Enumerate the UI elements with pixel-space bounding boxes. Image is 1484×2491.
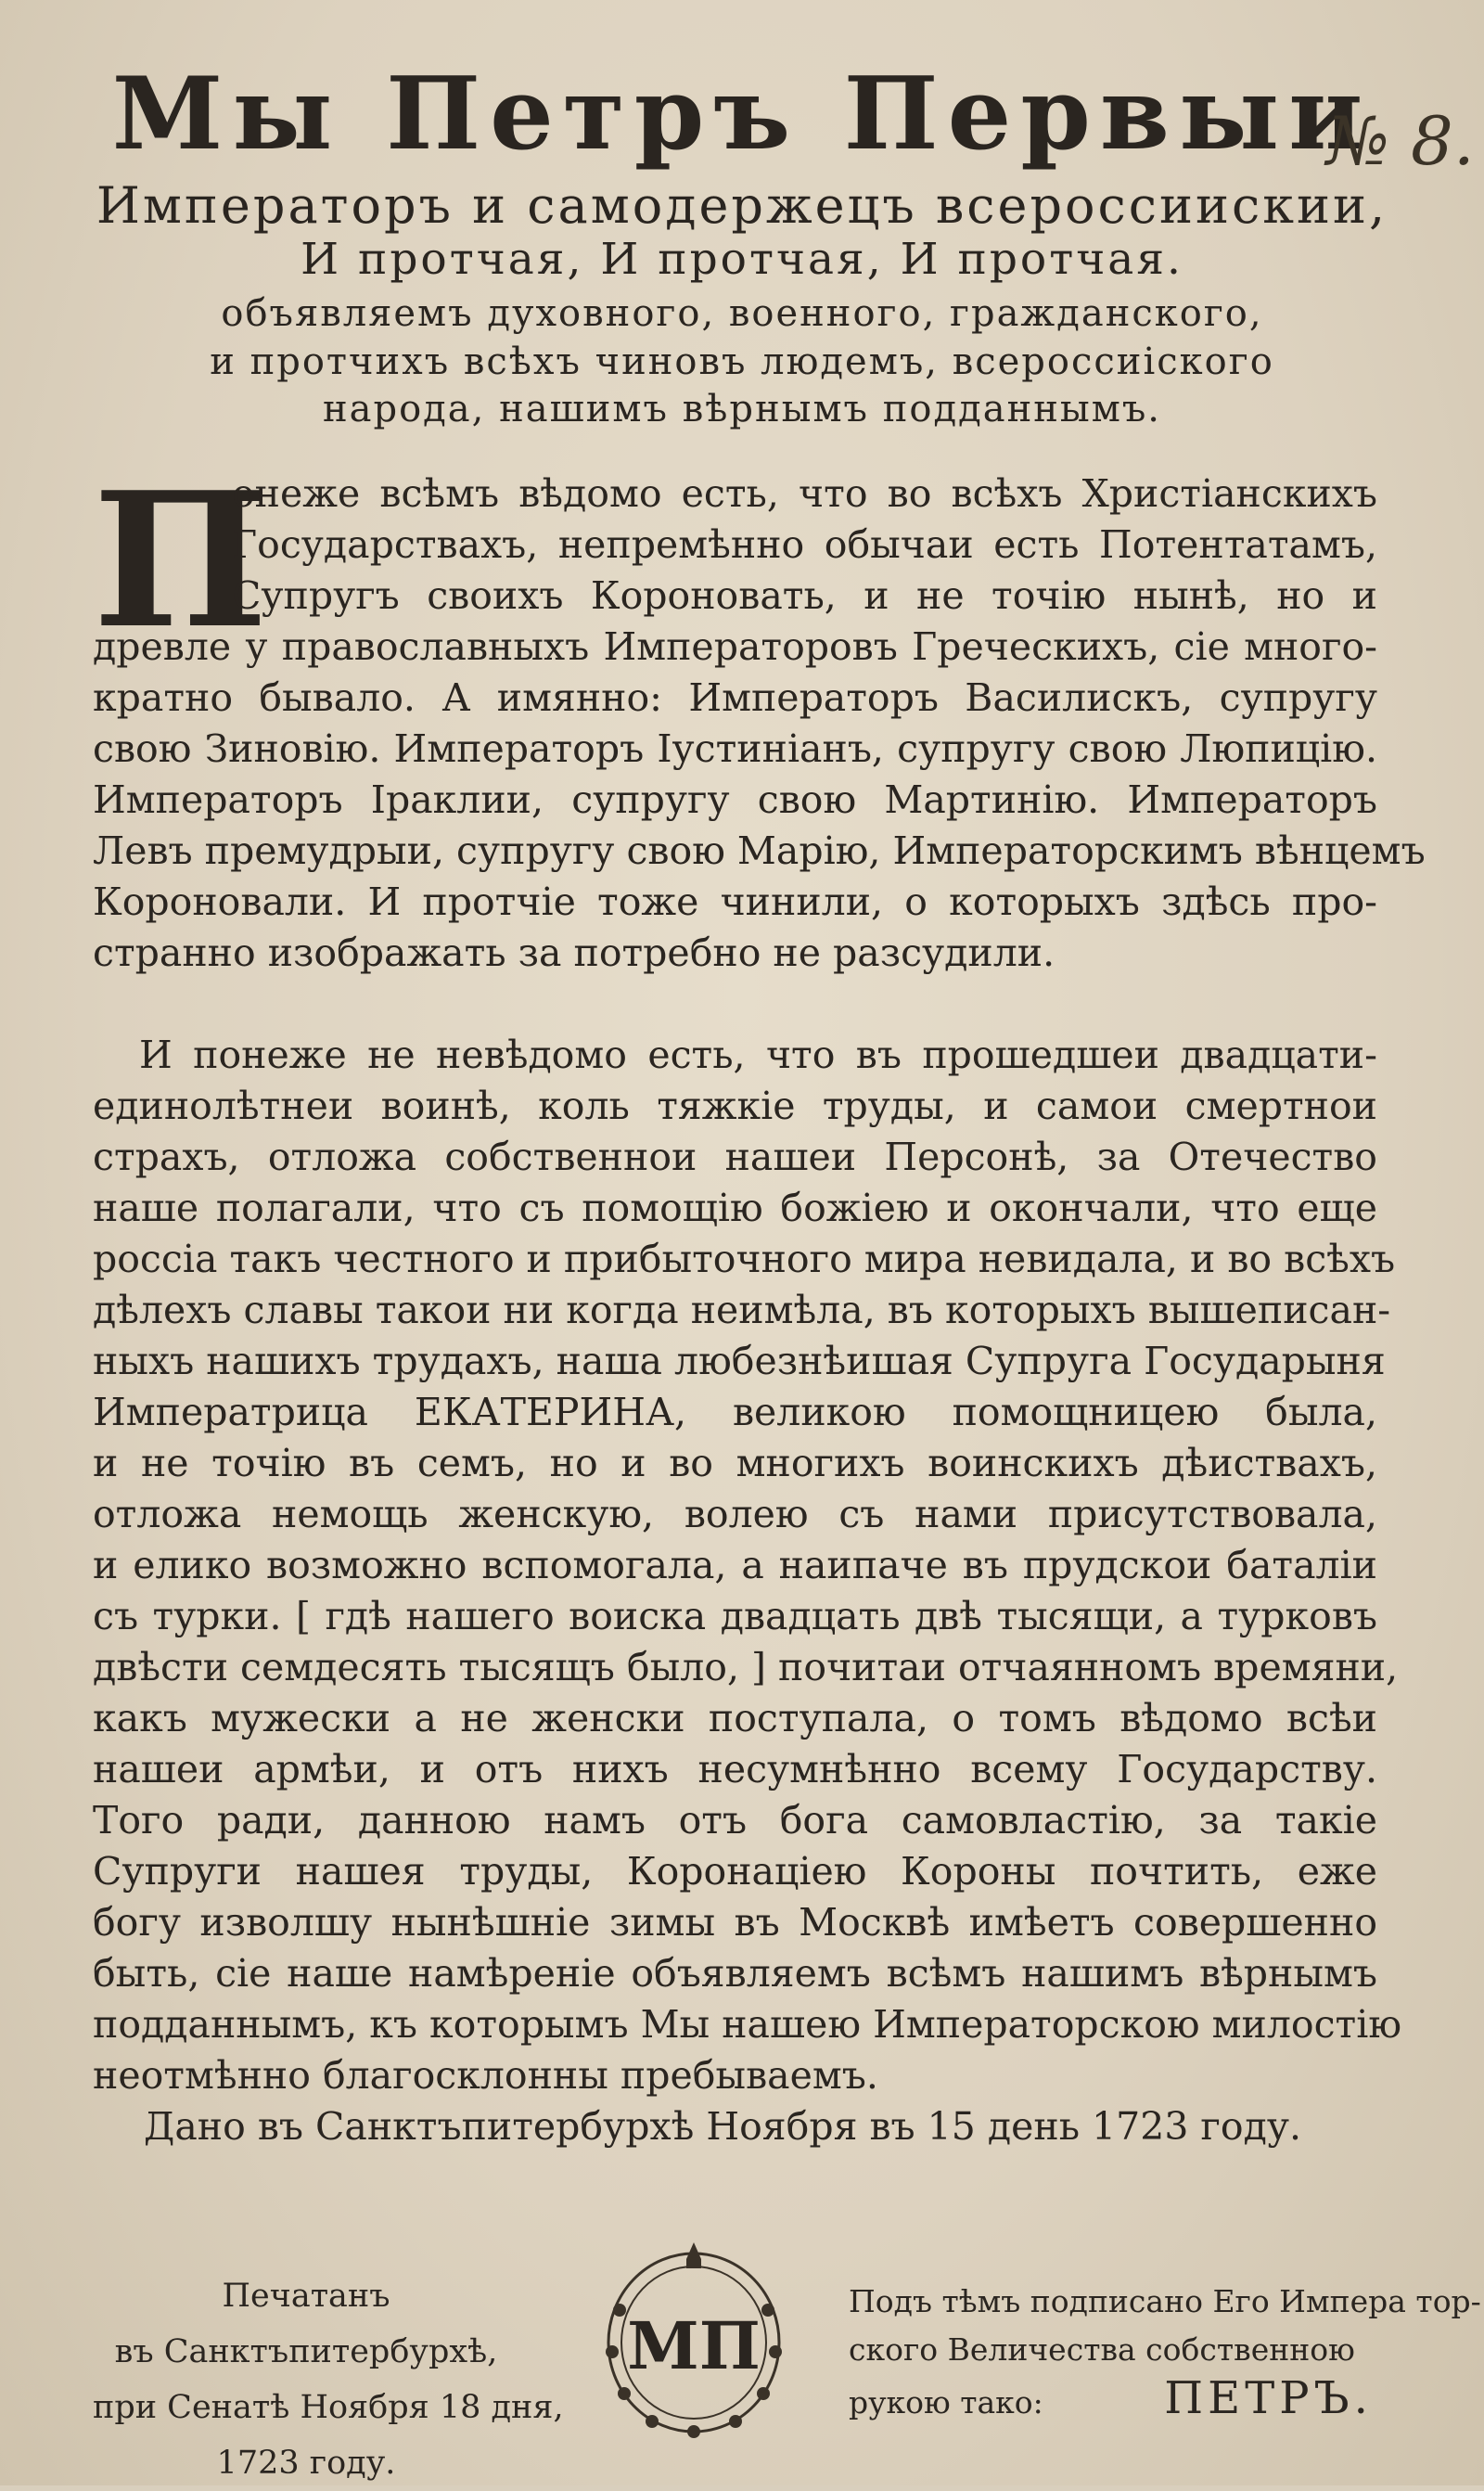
- text-line: единолѣтнеи воинѣ, коль тяжкiе труды, и самои смертнои: [93, 1084, 1377, 1128]
- drop-cap: П: [93, 452, 268, 670]
- text-line: россiа такъ честного и прибыточного мира невидала, и во всѣхъ: [93, 1237, 1396, 1281]
- text-line: съ турки. [ гдѣ нашего воиска двадцать двѣ тысящи, а турковъ: [93, 1594, 1377, 1638]
- text-line: Императрица ЕКАТЕРИНА, великою помощницею была,: [93, 1390, 1377, 1434]
- text-line: онеже всѣмъ вѣдомо есть, что во всѣхъ Христiанскихъ: [232, 471, 1377, 516]
- text-line: ныхъ нашихъ трудахъ, наша любезнѣишая Супруга Государыня: [93, 1339, 1386, 1383]
- text-line: неотмѣнно благосклонны пребываемъ.: [93, 2053, 878, 2098]
- text-line: Императоръ Iраклии, супругу свою Мартинiю. Императоръ: [93, 777, 1377, 822]
- header-line-1: Императоръ и самодержецъ всероссиискии,: [96, 176, 1388, 235]
- text-line: кратно бывало. А имянно: Императоръ Василискъ, супругу: [93, 675, 1377, 720]
- text-line: Короновали. И протчiе тоже чинили, о которыхъ здѣсь про-: [93, 880, 1377, 924]
- printing-line: при Сенатѣ Ноября 18 дня,: [93, 2389, 564, 2426]
- text-line: дѣлехъ славы такои ни когда неимѣла, въ которыхъ вышеписан-: [93, 1288, 1391, 1332]
- text-line: отложа немощь женскую, волею съ нами присутствовала,: [93, 1492, 1377, 1536]
- text-line: Супругъ своихъ Короновать, и не точiю нынѣ, но и: [232, 573, 1377, 618]
- signature: ПЕТРЪ.: [1164, 2372, 1373, 2424]
- text-line: богу изволшу нынѣшнiе зимы въ Москвѣ имѣетъ совершенно: [93, 1900, 1377, 1945]
- text-line: двѣсти семдесять тысящъ было, ] почитаи отчаянномъ времяни,: [93, 1645, 1399, 1689]
- printing-line: въ Санктъпитербурхѣ,: [114, 2333, 498, 2370]
- text-line: быть, сiе наше намѣренiе объявляемъ всѣмъ нашимъ вѣрнымъ: [93, 1951, 1377, 1996]
- paragraph-2: [93, 1030, 1402, 2152]
- printing-line: Печатанъ: [222, 2278, 390, 2315]
- signature-note: рукою тако:: [849, 2384, 1043, 2420]
- seal-monogram: МП: [627, 2307, 761, 2384]
- text-line: нашеи армѣи, и отъ нихъ несумнѣнно всему Государству.: [93, 1747, 1377, 1791]
- text-line: И понеже не невѣдомо есть, что въ прошедшеи двадцати-: [139, 1033, 1377, 1077]
- text-line: странно изображать за потребно не разсудили.: [93, 931, 1055, 975]
- printing-line: 1723 году.: [216, 2445, 396, 2482]
- printing-note: [93, 2268, 564, 2491]
- header-line-2: И протчая, И протчая, И протчая.: [301, 234, 1183, 285]
- text-line: наше полагали, что съ помощiю божiею и окончали, что еще: [93, 1186, 1377, 1230]
- header-line-3: объявляемъ духовного, военного, гражданского,: [221, 292, 1263, 335]
- handwritten-number: № 8.: [1326, 102, 1475, 180]
- text-line: древле у православныхъ Императоровъ Греческихъ, сiе много-: [93, 624, 1377, 669]
- signature-line-3: [849, 2374, 1396, 2427]
- page-title: Мы Петръ Первыи: [111, 56, 1373, 173]
- text-line: Супруги нашея труды, Коронацiею Короны почтить, еже: [93, 1849, 1377, 1894]
- header-line-5: народа, нашимъ вѣрнымъ подданнымъ.: [322, 388, 1162, 430]
- text-line: Государствахъ, непремѣнно обычаи есть Потентатамъ,: [232, 522, 1377, 567]
- text-line: Левъ премудрыи, супругу свою Марiю, Императорскимъ вѣнцемъ: [93, 828, 1426, 873]
- text-line: и елико возможно вспомогала, а наипаче въ прудскои баталiи: [93, 1543, 1377, 1587]
- signature-line: Подъ тѣмъ подписано Его Импера тор-: [849, 2283, 1481, 2319]
- text-line: страхъ, отложа собственнои нашеи Персонѣ, за Отечество: [93, 1135, 1377, 1179]
- paragraph-1: [93, 452, 1426, 979]
- text-line: подданнымъ, къ которымъ Мы нашею Императорскою милостiю: [93, 2002, 1402, 2047]
- text-line: и не точiю въ семъ, но и во многихъ воинскихъ дѣиствахъ,: [93, 1441, 1377, 1485]
- text-line: какъ мужески а не женски поступала, о томъ вѣдомо всѣи: [93, 1696, 1377, 1740]
- monogram-seal-icon: [582, 2222, 805, 2445]
- signature-block: [849, 2278, 1481, 2427]
- signature-line: ского Величества собственною: [849, 2331, 1355, 2368]
- text-line: свою Зиновiю. Императоръ Iустинiанъ, супругу свою Люпицiю.: [93, 726, 1377, 771]
- decree-date: Дано въ Санктъпитербурхѣ Ноября въ 15 день 1723 году.: [144, 2104, 1301, 2149]
- text-line: Того ради, данною намъ отъ бога самовластiю, за такiе: [93, 1798, 1377, 1843]
- header-line-4: и протчихъ всѣхъ чиновъ людемъ, всероссиiского: [210, 340, 1274, 383]
